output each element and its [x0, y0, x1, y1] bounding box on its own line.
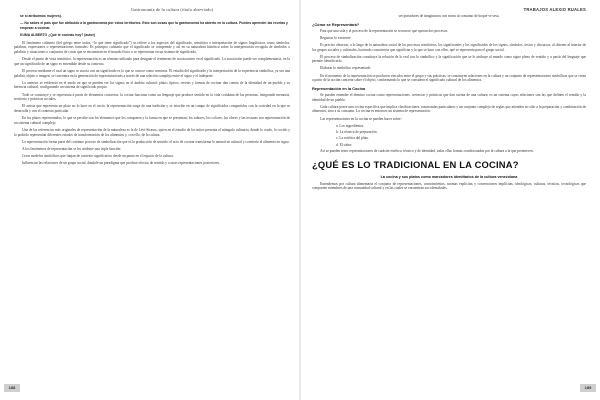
page-number-left: 188 — [4, 384, 20, 392]
body-paragraph: El proceso de simbolización constituye la relación de lo real con lo simbólico y la significación que se le atribuye al mundo como signo pleno de sentido y a partir del lenguaje que permite identificarlo. — [312, 54, 586, 64]
body-paragraph: A los fenómenos de representación se les atribuye una triple función: — [22, 146, 122, 151]
list-item: b. La técnica de preparación. — [336, 129, 378, 134]
epigraph-author: KUMA ALBERTO ¿Qué te cocinas hoy? (autor) — [20, 33, 96, 38]
list-item: a. Los ingredientes. — [336, 123, 365, 128]
section-heading: ¿Cómo se Representará? — [312, 21, 360, 27]
body-paragraph: Las representaciones en la cocina se pueden hacer sobre: — [320, 116, 402, 121]
body-paragraph: La representación forma parte del continuo proceso de simbolización que es la producción de sentido: el acto de cocinar transforma lo natural en cultural y convierte el alimento en signo. — [22, 139, 290, 144]
body-paragraph: Así se pueden tener representaciones de carácter estético, técnico y de identidad, todas ellas formas condicionadas por la cultura a la que pertenecen. — [320, 148, 534, 153]
list-item: c. La estética del plato. — [336, 136, 370, 141]
body-paragraph: Todo se construye y se representa a partir de elementos concretos: la cocina funciona como un lenguaje que produce sentido en la vida cotidiana de las personas, integrando memoria, territorio y prácticas sociales. — [14, 92, 290, 102]
epigraph-line-1: se sí atribuimos mujeres). — [20, 14, 62, 18]
function-item: Crear modelos simbólicos que funjan de contexto significativo desde un punto en el espacio de la cultura. — [22, 153, 174, 158]
body-paragraph: El artista que representa un plato no lo hace en el vacío: la representación surge de una tradición y se inscribe en un campo de significados compartidos con la sociedad en la que se desarrolla y con el contexto particular. — [14, 104, 290, 114]
body-paragraph: Lo anterior se evidencia en el modo en que se pueden ver los signos en el ámbito cultural: platos típicos, recetas y formas de cocinar dan cuenta de la identidad de un pueblo y su herencia cultural, configurando un sistema de significado propio. — [14, 80, 290, 90]
body-paragraph: En los platos representados, lo que se percibe son los elementos que los componen y la forma en que se presentan; los sabores, los colores, los olores y las texturas son representación de un sistema cultural complejo. — [14, 116, 290, 125]
body-paragraph: Cada cultura posee una cocina específica que implica clasificaciones, taxonomías particulares y un conjunto complejo de reglas que atienden no sólo a la preparación y combinación de alimentos, sino a su consumo. La cocina es entonces un sistema de representación. — [312, 104, 586, 114]
body-paragraph: En el momento de la representación se producen vínculos entre el grupo y sus prácticas; se construyen relaciones en la cultura y un conjunto de representaciones simbólicas que se crean a partir de la acción concreta sobre el objeto, conformando lo que se considera el significado cultural de los alimentos. — [312, 73, 586, 83]
body-paragraph: El fenómeno culinario (del griego entre todos, “lo que tiene significado”) se refiere a los aspectos del significado, semiótico e interpretación de signos lingüísticos como símbolos, palabras, expresiones o representaciones formales. Es principio culinario que el significado se comprende y así en su naturaleza histórica sobre la interpretación recogida de símbolos o palabras y situaciones o conjuntos de cosas que se encuentran en el mundo físico o se representan en un sistema de significado. — [14, 40, 290, 55]
epigraph-line-2: — No sabes el país que fue atribuido a la gastronomía por estos territorios. Esto son cosas que la gastronomía ha abierto en la cultura. Puedes aprender las recetas y empezar a cocinar. — [20, 21, 288, 30]
page-number-right: 189 — [580, 384, 596, 392]
body-paragraph: El proceso mediante el cual un signo se asocia con un significado es lo que se conoce como semiosis. El estudio del significado y la interpretación de la experiencia simbólica, ya sea una palabra, objeto o imagen, se concentra en la generación de representaciones a través de una relación compleja entre el signo y el intérprete. — [14, 68, 290, 78]
body-paragraph: Se pueden entender el término cocina como representaciones, creencias y prácticas que dan cuenta de una cultura; es un sistema cuyas relaciones son las que definen el sentido y la identidad de un pueblo. — [312, 92, 586, 102]
intro-line: ser portadores de imaginarios con miras al consumo de hoque ve sesa. — [398, 14, 500, 18]
body-paragraph: Para que una sola y el proceso de la representación se reconoce que operan dos procesos: — [320, 28, 449, 33]
body-paragraph: Una de las referencias más originales de representación de la naturaleza es la de Lévi-Strauss, quien en el estudio de los mitos presenta el triángulo culinario, donde lo crudo, lo cocido y lo podrido representan diferentes estados de transformación de los alimentos y, con ello, de la cultura. — [14, 127, 290, 137]
chapter-title: ¿QUÉ ES LO TRADICIONAL EN LA COCINA? — [312, 158, 519, 170]
process-heading: Registrar lo existente — [320, 35, 351, 40]
body-paragraph: Desde el punto de vista semiótico, la representación es un término utilizado para designar el fenómeno de asociaciones en el significado. La asociación puede ser complementaria, en la que un significado de un signo es entendido desde su contexto. — [14, 57, 290, 66]
body-paragraph: Entendemos por cultura alimentaria el conjunto de representaciones, conocimientos, normas explícitas y convenciones implícitas, ideológicas, culturas, técnicas, tecnológicas que comparten miembros de una comunidad cultural y en las cuales se encuentran sus identidades. — [312, 181, 586, 191]
process-heading: Elaborar lo simbólico representado — [320, 66, 371, 71]
body-paragraph: Es preciso observar, a lo largo de la naturaleza social de los procesos semióticos, los significantes y los significados de los signos, símbolos, textos y discursos, al obtener al interior de los grupos sociales y culturales, haciendo consciencia que significan y lo que se hace con ellos, qué se representa para el grupo social. — [312, 42, 586, 52]
book-gutter — [299, 0, 301, 400]
left-running-head: Gastronomía de la cultura (título abreviado) — [130, 7, 214, 12]
function-item: Influenciar las relaciones de un grupo social, dándole un paradigma que produce efectos de sentido y a otras representaciones posteriores. — [22, 160, 220, 165]
section-heading: Representación en la Cocina — [312, 85, 366, 91]
right-running-head: TRABAJOS ALEXIO RUALES — [523, 7, 586, 12]
right-page — [300, 0, 600, 400]
list-item: d. El sabor. — [336, 142, 353, 147]
chapter-subtitle: La cocina y sus platos como marcadores identitarios de la cultura venezolana — [380, 174, 518, 179]
